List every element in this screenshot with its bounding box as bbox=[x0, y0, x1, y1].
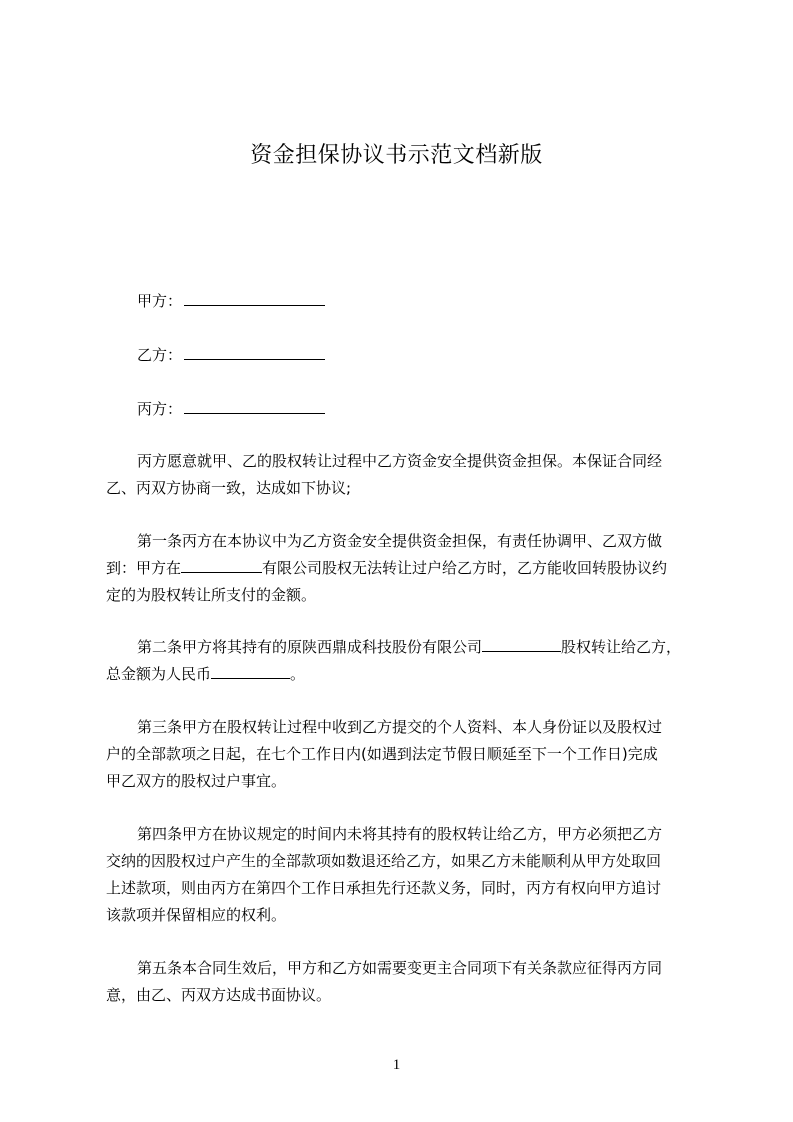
article-4-line: 第四条甲方在协议规定的时间内未将其持有的股权转让给乙方，甲方必须把乙方 bbox=[137, 825, 663, 843]
party-c-blank bbox=[184, 399, 325, 414]
document-title: 资金担保协议书示范文档新版 bbox=[250, 143, 543, 168]
party-a-line bbox=[137, 290, 325, 312]
party-a-label: 甲方： bbox=[137, 292, 183, 310]
article-2-line bbox=[106, 661, 706, 688]
article-1-text: 有限公司股权无法转让过户给乙方时，乙方能收回转股协议约 bbox=[262, 559, 668, 577]
article-2-text: 。 bbox=[290, 665, 306, 683]
article-2-line bbox=[106, 634, 706, 661]
article-2-paragraph bbox=[106, 634, 706, 688]
share-amount-blank bbox=[482, 637, 561, 652]
article-5-paragraph bbox=[106, 955, 706, 1009]
article-4-line: 该款项并保留相应的权利。 bbox=[106, 906, 287, 924]
page-number: 1 bbox=[392, 1057, 401, 1073]
party-b-blank bbox=[184, 345, 325, 360]
article-4-paragraph bbox=[106, 821, 706, 929]
intro-line: 乙、丙双方协商一致，达成如下协议; bbox=[106, 479, 352, 497]
party-b-line bbox=[137, 344, 325, 366]
article-3-paragraph bbox=[106, 714, 706, 795]
article-1-line: 第一条丙方在本协议中为乙方资金安全提供资金担保，有责任协调甲、乙双方做 bbox=[137, 532, 663, 550]
article-1-line: 定的为股权转让所支付的金额。 bbox=[106, 586, 317, 604]
article-2-text: 总金额为人民币 bbox=[106, 665, 212, 683]
article-3-line: 户的全部款项之日起，在七个工作日内(如遇到法定节假日顺延至下一个工作日)完成 bbox=[106, 745, 658, 763]
article-2-text: 股权转让给乙方， bbox=[561, 638, 682, 656]
party-b-label: 乙方： bbox=[137, 346, 183, 364]
article-3-line: 第三条甲方在股权转让过程中收到乙方提交的个人资料、本人身份证以及股权过 bbox=[137, 718, 663, 736]
party-a-blank bbox=[184, 291, 325, 306]
article-4-line: 交纳的因股权过户产生的全部款项如数退还给乙方，如果乙方未能顺利从甲方处取回 bbox=[106, 852, 662, 870]
intro-line: 丙方愿意就甲、乙的股权转让过程中乙方资金安全提供资金担保。本保证合同经 bbox=[137, 452, 663, 470]
company-name-blank bbox=[181, 558, 262, 573]
party-c-label: 丙方： bbox=[137, 400, 183, 418]
article-2-text: 第二条甲方将其持有的原陕西鼎成科技股份有限公司 bbox=[137, 638, 483, 656]
article-1-line bbox=[106, 555, 706, 582]
article-5-line: 第五条本合同生效后，甲方和乙方如需要变更主合同项下有关条款应征得丙方同 bbox=[137, 959, 663, 977]
rmb-amount-blank bbox=[211, 664, 290, 679]
article-4-line: 上述款项，则由丙方在第四个工作日承担先行还款义务，同时，丙方有权向甲方追讨 bbox=[106, 879, 662, 897]
article-3-line: 甲乙双方的股权过户事宜。 bbox=[106, 772, 287, 790]
article-5-line: 意，由乙、丙双方达成书面协议。 bbox=[106, 986, 332, 1004]
article-1-text: 到：甲方在 bbox=[106, 559, 182, 577]
article-1-paragraph bbox=[106, 528, 706, 609]
intro-paragraph bbox=[106, 448, 706, 502]
party-c-line bbox=[137, 398, 325, 420]
